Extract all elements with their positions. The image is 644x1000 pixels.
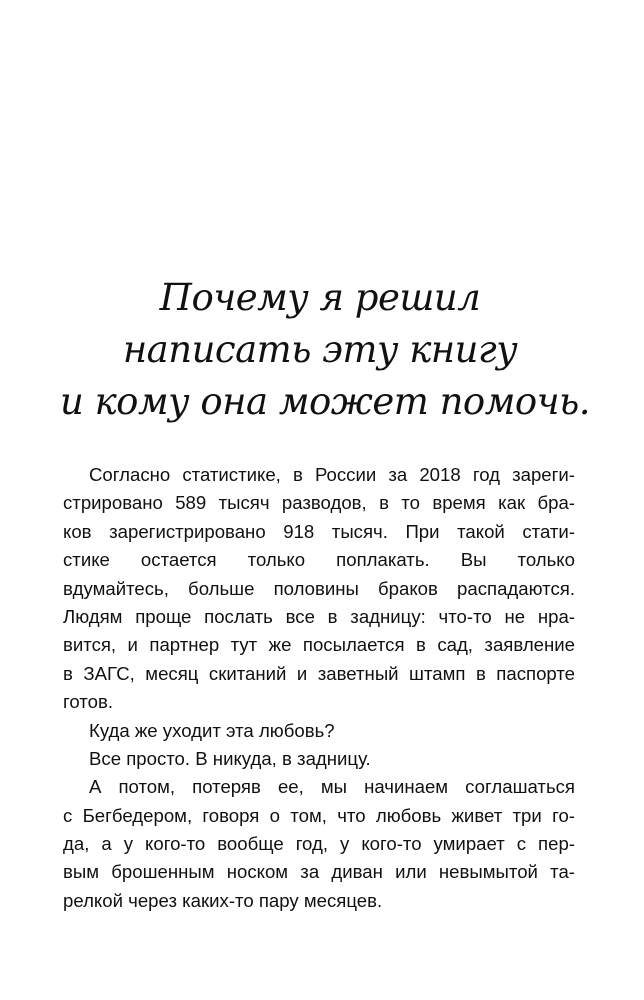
paragraph-statistics <box>63 461 575 717</box>
text-line: Людям проще послать все в задницу: что-то не нра- <box>63 605 575 627</box>
text-line: стрировано 589 тысяч разводов, в то время как бра- <box>63 492 575 514</box>
paragraph-beigbeder <box>63 773 575 915</box>
text-line: стике остается только поплакать. Вы только <box>63 549 575 571</box>
text-line: готов. <box>63 691 113 713</box>
chapter-title-line: написать эту книгу <box>122 328 518 371</box>
text-line: да, а у кого-то вообще год, у кого-то умирает с пер- <box>63 833 575 855</box>
text-line: А потом, потеряв ее, мы начинаем соглашаться <box>89 776 575 798</box>
text-line: Согласно статистике, в России за 2018 год зареги- <box>89 464 575 485</box>
text-line: релкой через каких-то пару месяцев. <box>63 889 383 911</box>
paragraph-question <box>63 717 575 745</box>
paragraph-answer <box>63 745 575 773</box>
text-line: вдумайтесь, больше половины браков распадаются. <box>63 577 575 599</box>
text-line: вится, и партнер тут же посылается в сад, заявление <box>63 634 575 656</box>
text-line: ков зарегистрировано 918 тысяч. При такой стати- <box>63 520 575 542</box>
text-line: Куда же уходит эта любовь? <box>89 719 335 741</box>
text-line: Все просто. В никуда, в задницу. <box>89 747 371 769</box>
text-line: вым брошенным носком за диван или невымытой та- <box>63 861 575 883</box>
text-line: в ЗАГС, месяц скитаний и заветный штамп в паспорте <box>63 662 575 684</box>
chapter-title-line: Почему я решил <box>159 276 481 319</box>
text-line: с Бегбедером, говоря о том, что любовь живет три го- <box>63 804 575 826</box>
chapter-title <box>60 272 591 428</box>
body-text <box>63 461 575 915</box>
chapter-title-line: и кому она может помочь. <box>60 380 591 423</box>
